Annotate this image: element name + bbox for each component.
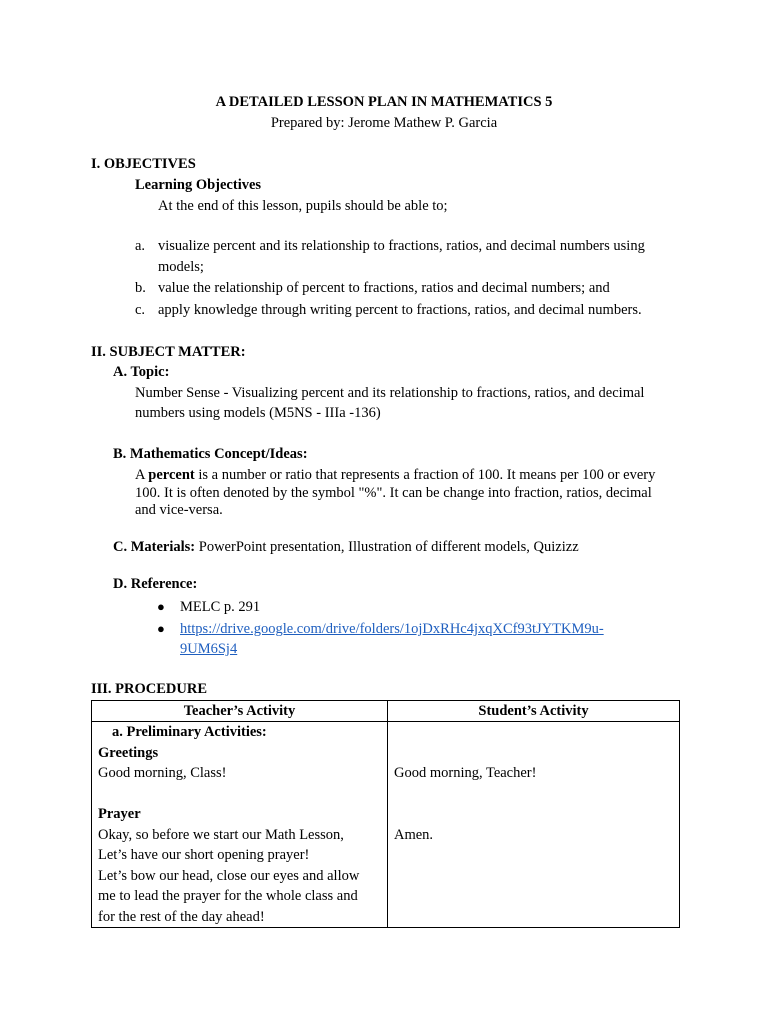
table-header-row <box>92 701 680 722</box>
bullet-icon: ● <box>157 621 165 636</box>
reference-item-melc: MELC p. 291 <box>180 599 261 615</box>
materials-line <box>113 538 579 556</box>
objective-b-line1: value the relationship of percent to fractions, ratios and decimal numbers; and <box>158 280 610 296</box>
procedure-table <box>91 700 680 928</box>
column-header-student: Student’s Activity <box>388 701 680 722</box>
student-activity-cell <box>388 722 680 928</box>
concept-line1-pre: A <box>135 467 149 483</box>
subject-matter-heading: II. SUBJECT MATTER: <box>91 344 246 360</box>
spacer <box>98 784 381 805</box>
teacher-greeting: Good morning, Class! <box>98 765 227 781</box>
concept-line1-post: is a number or ratio that represents a fraction of 100. It means per 100 or every <box>194 467 656 483</box>
topic-line2: numbers using models (M5NS - IIIa -136) <box>135 405 381 421</box>
prayer-label: Prayer <box>98 806 141 822</box>
table-row <box>92 722 680 928</box>
student-prayer: Amen. <box>394 826 434 843</box>
spacer <box>394 804 673 825</box>
teacher-activity-cell <box>92 722 388 928</box>
reference-link-line1[interactable]: https://drive.google.com/drive/folders/1ojDxRHc4jxqXCf93tJYTKM9u- <box>180 621 604 637</box>
concept-label: B. Mathematics Concept/Ideas: <box>113 446 308 462</box>
spacer <box>394 784 673 805</box>
document-title: A DETAILED LESSON PLAN IN MATHEMATICS 5 <box>215 94 553 110</box>
prepared-by: Prepared by: Jerome Mathew P. Garcia <box>270 115 498 131</box>
procedure-heading: III. PROCEDURE <box>91 681 208 697</box>
teacher-prayer-line: me to lead the prayer for the whole class and <box>98 888 358 904</box>
objective-marker-b: b. <box>135 280 146 296</box>
teacher-prayer-line: Let’s bow our head, close our eyes and allow <box>98 867 360 884</box>
concept-line1 <box>135 466 655 484</box>
objective-a-line1: visualize percent and its relationship to fractions, ratios, and decimal numbers using <box>158 238 645 254</box>
teacher-prayer-line: Okay, so before we start our Math Lesson, <box>98 826 344 843</box>
objective-c-line1: apply knowledge through writing percent to fractions, ratios, and decimal numbers. <box>158 302 642 318</box>
student-greeting: Good morning, Teacher! <box>394 765 537 781</box>
concept-keyword-percent: percent <box>148 467 195 483</box>
topic-line1: Number Sense - Visualizing percent and its relationship to fractions, ratios, and decimal <box>135 385 645 401</box>
objective-marker-c: c. <box>135 302 146 318</box>
learning-objectives-subheading: Learning Objectives <box>135 177 262 193</box>
objectives-heading: I. OBJECTIVES <box>91 156 196 172</box>
concept-line2: 100. It is often denoted by the symbol "%". It can be change into fraction, ratios, decimal <box>135 485 652 501</box>
concept-line3: and vice-versa. <box>135 502 223 518</box>
reference-link-line2[interactable]: 9UM6Sj4 <box>180 641 238 657</box>
topic-label: A. Topic: <box>113 364 170 380</box>
reference-label: D. Reference: <box>113 576 198 592</box>
teacher-prayer-line: Let’s have our short opening prayer! <box>98 847 310 863</box>
greetings-label: Greetings <box>98 744 159 761</box>
bullet-icon: ● <box>157 599 165 614</box>
spacer <box>394 722 673 743</box>
objectives-intro: At the end of this lesson, pupils should be able to; <box>158 198 448 214</box>
objective-a-line2: models; <box>158 259 204 275</box>
spacer <box>394 743 673 764</box>
teacher-prayer-line: for the rest of the day ahead! <box>98 908 265 925</box>
materials-text: PowerPoint presentation, Illustration of different models, Quizizz <box>195 539 579 555</box>
objective-marker-a: a. <box>135 238 146 254</box>
preliminary-activities-label: a. Preliminary Activities: <box>112 724 267 740</box>
materials-label: C. Materials: <box>113 539 196 555</box>
column-header-teacher: Teacher’s Activity <box>92 701 388 722</box>
